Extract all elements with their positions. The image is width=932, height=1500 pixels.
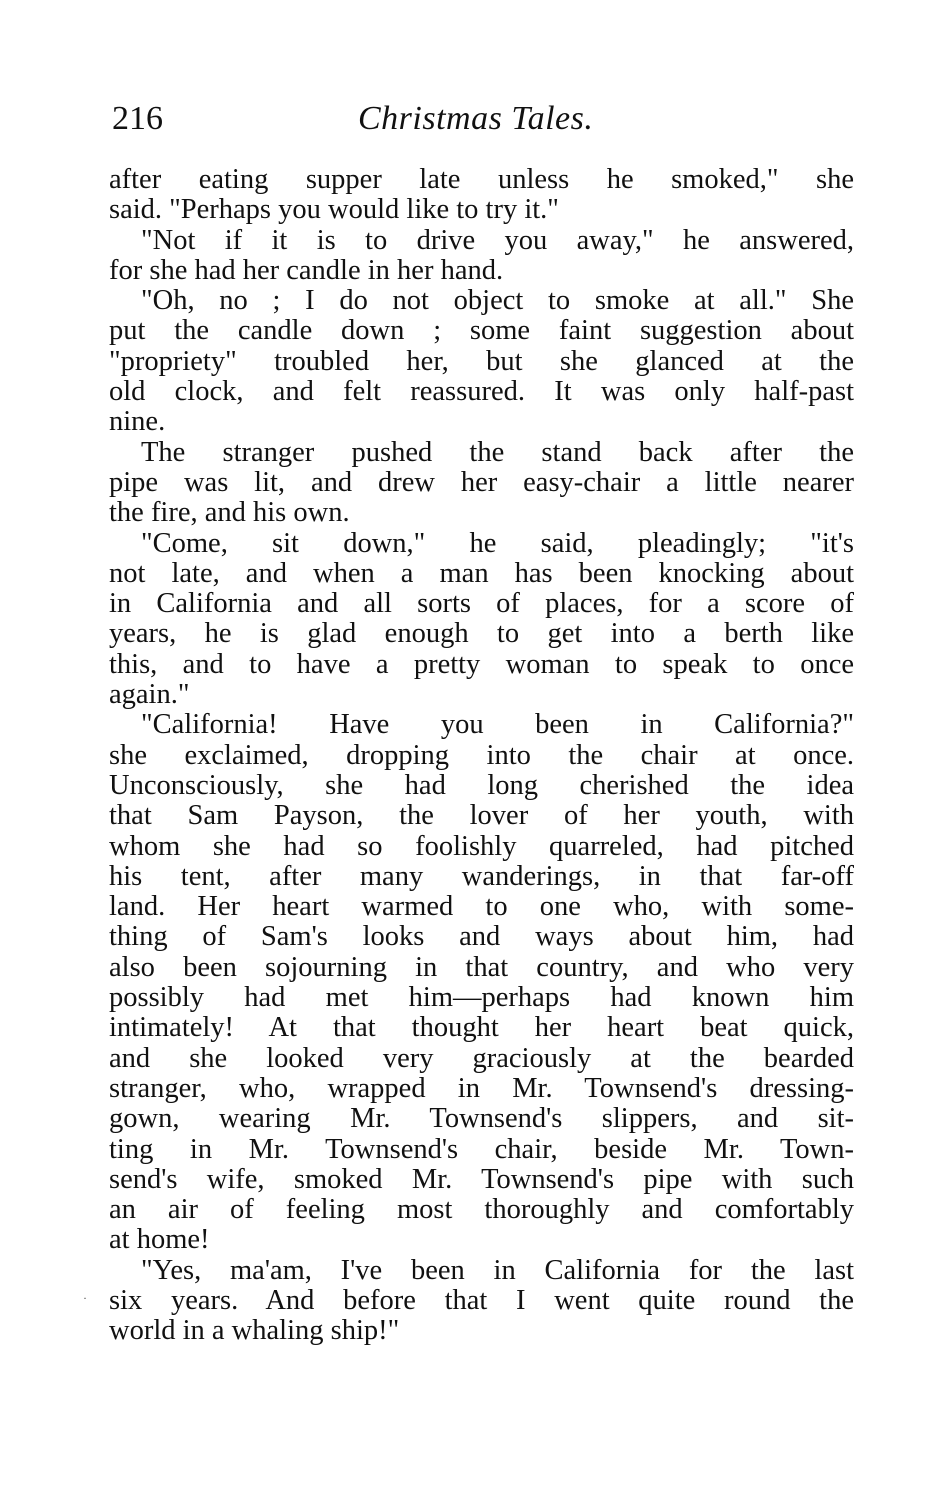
text-line: "Not if it is to drive you away," he answered, [141,224,854,256]
book-title: Christmas Tales. [358,100,594,137]
text-line: gown, wearing Mr. Townsend's slippers, and sit- [109,1103,854,1135]
text-line: in California and all sorts of places, for a score of [109,588,854,620]
running-head [110,96,850,146]
text-line: the fire, and his own. [109,497,350,529]
text-line: stranger, who, wrapped in Mr. Townsend's dressing- [109,1072,854,1104]
text-line: possibly had met him—perhaps had known him [109,982,854,1014]
text-line: old clock, and felt reassured. It was only half-past [109,376,854,408]
text-line: "Come, sit down," he said, pleadingly; "it's [141,527,854,559]
text-line: whom she had so foolishly quarreled, had pitched [109,830,854,862]
text-line: "propriety" troubled her, but she glanced at the [109,345,854,377]
text-line: pipe was lit, and drew her easy-chair a little nearer [109,466,854,498]
text-line: "Yes, ma'am, I've been in California for the last [141,1254,854,1286]
text-line: thing of Sam's looks and ways about him, had [109,921,854,953]
text-line: nine. [109,406,166,438]
text-line: this, and to have a pretty woman to speak to once [109,648,854,680]
text-line: send's wife, smoked Mr. Townsend's pipe with such [109,1163,854,1195]
text-line: said. "Perhaps you would like to try it." [109,194,559,226]
text-line: after eating supper late unless he smoked," she [109,164,854,195]
text-line: at home! [109,1224,210,1256]
text-line: ting in Mr. Townsend's chair, beside Mr. Town- [109,1133,854,1165]
text-line: an air of feeling most thoroughly and comfortably [109,1194,854,1226]
text-line: "Oh, no ; I do not object to smoke at all." She [141,285,854,317]
text-line: "California! Have you been in California?" [141,709,854,741]
text-line: The stranger pushed the stand back after the [141,436,854,468]
text-line: put the candle down ; some faint suggestion about [109,315,854,347]
text-line: his tent, after many wanderings, in that far-off [109,860,854,892]
text-line: and she looked very graciously at the bearded [109,1042,854,1074]
stray-ink-mark: ˙ [82,1296,88,1310]
text-line: years, he is glad enough to get into a berth like [109,618,854,650]
text-line: land. Her heart warmed to one who, with some- [109,891,854,923]
text-line: intimately! At that thought her heart beat quick, [109,1012,854,1044]
text-line: again." [109,679,190,711]
text-line: not late, and when a man has been knocking about [109,557,854,589]
text-line: also been sojourning in that country, and who very [109,951,854,983]
page-number: 216 [112,100,163,137]
text-line: she exclaimed, dropping into the chair at once. [109,739,854,771]
text-line: that Sam Payson, the lover of her youth, with [109,800,854,832]
text-line: Unconsciously, she had long cherished the idea [109,769,854,801]
text-line: world in a whaling ship!" [109,1315,400,1347]
text-line: for she had her candle in her hand. [109,254,504,286]
text-line: six years. And before that I went quite round the [109,1284,854,1316]
body-text [109,165,854,1347]
